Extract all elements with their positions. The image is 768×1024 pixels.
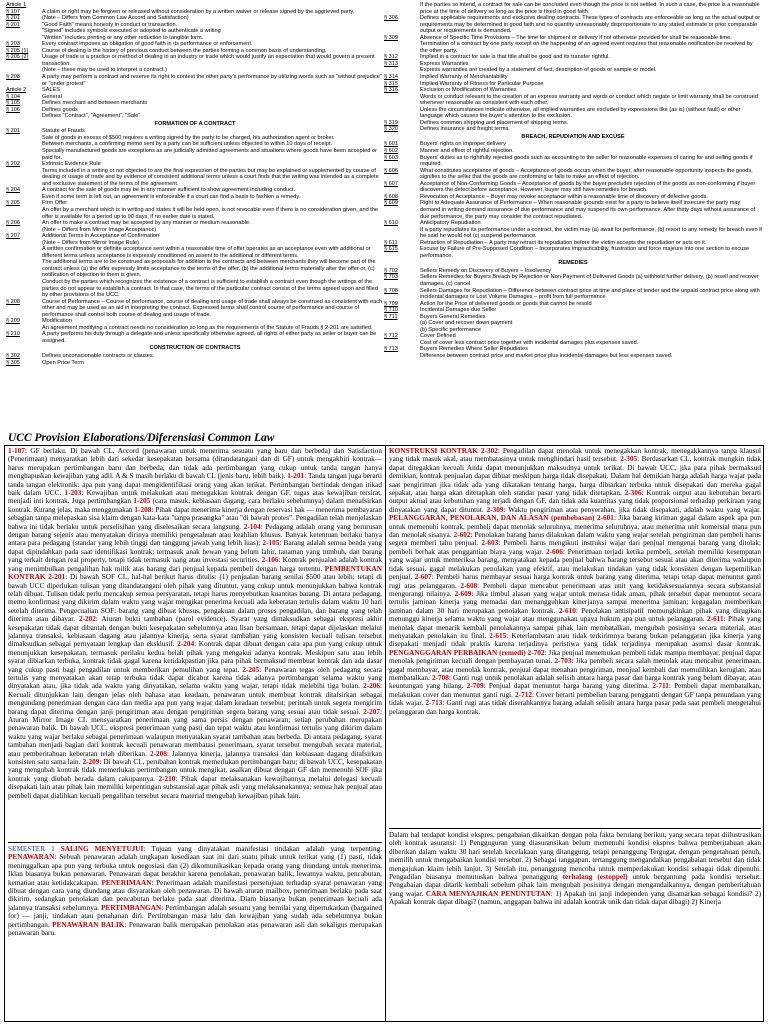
section-citation: 2-609	[454, 589, 472, 598]
section-reference: § 713	[384, 346, 398, 353]
section-reference: § 712	[384, 333, 398, 340]
section-citation: 1-208	[134, 505, 152, 514]
section-reference: § 202	[6, 161, 20, 168]
commentary-text: : Barang adalah semua benda yang dapat dipindahkan pada saat identifikasi kontrak; termasuk anak hewan yang belum lahir, tanaman yang tumbuh, dan barang yang terkait dengan real property, tetapi tidak termasuk uang atau investasi securities.	[8, 539, 382, 565]
section-reference: § 208	[6, 298, 20, 305]
section-citation: 2-703	[554, 657, 572, 666]
section-description: (Note – Differs from Mirror Image Acceptance)	[42, 226, 157, 233]
section-reference: § 609	[384, 200, 398, 207]
section-description: A party may perform a contract and reserve its right to contest the other party's performance by utilizing words such as "without prejudice" or "under protest"	[42, 74, 382, 87]
section-citation: 2-206	[363, 682, 380, 691]
outline-left-column	[6, 2, 384, 426]
section-reference: § 305	[6, 359, 20, 366]
commentary-text: : Pembeli harus membayar sesuai harga kontrak untuk barang yang diterima, tetapi tetap dapat menuntut ganti rugi atas pelanggaran.	[389, 573, 761, 590]
commentary-table	[4, 445, 764, 1022]
section-description: Right to Adequate Assurance of Performance – When reasonable grounds exist for a party to believe itself insecure the party may demand in writing demand assurance of due performance and may suspend its own performance. After thirty days without assurance of due performance, the party may consider the contract repudiated.	[420, 200, 756, 220]
outline-row	[6, 54, 384, 67]
outline-row	[6, 246, 384, 259]
commentary-text: : Pembeli dapat mencabut penerimaan atas unit yang ketidaksesuaiannya secara substansial mengurangi nilainya.	[389, 581, 761, 598]
outline-right-column	[384, 2, 762, 426]
section-reference: § 608	[384, 193, 398, 200]
section-description: Express warranties are created by a statement of fact, description of goods or sample or model.	[420, 67, 657, 74]
section-description: Sale of goods in excess of $500 requires a writing signed by the party to be charged, his authorization agent or broker.	[42, 134, 335, 141]
section-reference: § 601	[384, 141, 398, 148]
commentary-text: : Tanda tangan juga berarti tanda tangan elektronik: apa pun yang dapat mengidentifikasi orang yang akan terikat. Pertimbangan bertindak dengan itikad baik dalam UCC.	[8, 472, 382, 498]
commentary-text: : Pembeli harus mengikuti instruksi wajar dari penjual mengenai barang yang ditolak; pembeli berhak atas penggantian biaya yang wajar.	[389, 539, 761, 556]
commentary-text: : Kecuali ditunjukkan lain dengan jelas oleh bahasa atau keadaan, penawaran untuk membuat kontrak ditafsirkan sebagai mengundang penerimaan dengan cara dan media apa pun yang wajar dalam keadaan tersebut; perintah untuk segera mengirim barang dapat diterima dengan janji pengiriman atau dengan pengiriman segera barang yang sesuai atau tidak sesuai.	[8, 682, 382, 716]
section-description: (a) Cover and recover down payment	[420, 320, 513, 327]
section-reference: § 711	[384, 313, 398, 320]
outline-row	[6, 299, 384, 319]
section-reference: § 319	[384, 119, 398, 126]
section-description: An offer to make a contract may be accepted by any manner or medium reasonable.	[42, 220, 251, 227]
commentary-text: (cara masuk, kebiasaan dagang, cara berlaku sebelumnya) dalam menafsirkan kontrak. Kurang jelas, maka menggunakan	[8, 497, 382, 514]
commentary-text: : Penjual dapat menuntut harga barang yang diterima.	[483, 682, 653, 691]
commentary-text: : Jalannya kinerja, jalannya transaksi dan kebiasaan dagang ditafsirkan konsisten satu sama lain.	[8, 749, 382, 767]
section-citation: 2-205	[242, 665, 260, 674]
outline-row	[6, 259, 384, 279]
section-description: Defines insurance and freight terms.	[420, 126, 510, 133]
section-citation: KONSTRUKSI KONTRAK 2-302	[389, 447, 498, 455]
section-description: Retraction of Repudiation – A party may retract its repudiation before the victim accepts the repudiation or acts on it.	[420, 239, 707, 246]
section-reference: § 106	[6, 106, 20, 113]
commentary-text: : Kontrak dapat dibuat dengan cara apa pun yang cukup untuk menunjukkan kesepakatan, termasuk perilaku kedua belah pihak yang mengakui adanya kontrak. Meskipun satu atau lebih syarat dibiarkan terbuka, kontrak tidak gagal karena ketidakpastian jika para pihak bermaksud membuat kontrak dan ada dasar yang cukup pasti bagi pengadilan untuk memberikan pemulihan yang tepat.	[8, 640, 382, 674]
section-reference: § 312	[384, 54, 398, 61]
section-citation: 2-208	[149, 749, 167, 758]
section-description: "Signed" includes symbols executed or adopted to authenticate a writing	[42, 28, 221, 35]
commentary-text: : Di bawah SOF CL, hal-hal berikut harus ditulis: (1) penjualan barang senilai $500 atau lebih; tetapi di bawah UCC diperlukan tulisan yang ditandatangani oleh pihak yang dituntut, yang cukup untuk menunjukkan bahwa kontrak telah dibuat. Tulisan tidak perlu mencakup semua persyaratan, tetapi harus menyebutkan kuantitas barang. Di antara pedagang, memo konfirmasi yang dikirim dalam waktu yang wajar mengikat penerima kecuali ada keberatan tertulis dalam waktu 10 hari setelah diterima. Pengecualian SOF: barang yang dibuat khusus, pengakuan dalam proses pengadilan, dan barang yang telah diterima atau dibayar.	[8, 573, 382, 624]
section-description: Implied Warranty of Fitness for Particular Purpose	[420, 80, 544, 87]
section-reference	[6, 246, 42, 259]
outline-row	[384, 353, 762, 360]
commentary-text: : Pertimbangan adalah sesuatu yang bernilai yang dipertukarkan (bargained for) — janji, tindakan atau penahanan diri. Pertimbangan masa lalu dan kewajiban yang sudah ada sebelumnya bukan pertimbangan.	[8, 903, 382, 929]
outline-row	[6, 148, 384, 161]
section-description: Open Price Term	[42, 359, 84, 366]
outline-row	[384, 126, 762, 133]
section-citation: CARA MENYAJIKAN PENUNTUTAN	[425, 889, 551, 898]
section-description: General	[42, 93, 62, 100]
outline-row	[384, 274, 762, 287]
section-reference: § 302	[6, 352, 20, 359]
section-reference	[6, 259, 42, 279]
section-description: Implied Warranty of Merchantability	[420, 74, 508, 81]
section-description: Incidental Damages due Seller	[420, 307, 497, 314]
commentary-text: : Pihak dapat melaksanakan kewajibannya melalui delegasi kecuali disepakati lain atau pihak lain memiliki kepentingan substansial agar pihak asli yang melaksanakannya; semua hak penjual atau pembeli dapat dialihkan kecuali pengalihan tersebut secara material mengubah kewajiban pihak lain.	[8, 774, 382, 800]
section-reference	[6, 207, 42, 220]
section-reference	[6, 279, 42, 299]
section-reference	[384, 107, 420, 120]
section-reference	[6, 113, 42, 120]
commentary-text: : Pengadilan dapat menolak untuk menegakkan kontrak, menegakkannya tanpa klausul yang tidak masuk akal, atau membatasinya untuk menghindari hasil tersebut.	[389, 447, 761, 464]
section-reference: § 313	[384, 60, 398, 67]
section-description: Buyers General Remedies	[420, 313, 486, 320]
section-reference: Article 2	[6, 87, 27, 94]
commentary-text: untuk bergantung pada kondisi tersebut. Pengabaian dapat ditarik kembali sebelum pihak lain mengubah posisinya dengan mengandalkannya, dengan pemberitahuan yang wajar.	[389, 873, 761, 898]
section-reference: § 309	[384, 34, 398, 41]
section-citation: 2-606	[546, 547, 563, 556]
section-description: Sellers Remedy on Discovery of Buyers – Insolvency	[420, 267, 552, 274]
outline-row	[384, 288, 762, 301]
section-citation: 2-702	[527, 648, 545, 657]
section-description: Words or conduct relevant to the creation of an express warranty and words or conduct which negate or limit warranty shall be construed whenever reasonable as consistent with each other.	[420, 93, 758, 107]
section-description: Statute of Frauds	[42, 128, 85, 135]
section-citation: 2-309	[486, 505, 504, 514]
section-description: Modification	[42, 318, 72, 325]
section-description: Additional Terms in Acceptance of Confirmation	[42, 233, 160, 240]
commentary-text: : Jika penjual menemukan pembeli tidak mampu membayar, penjual dapat menolak pengiriman kecuali dengan pembayaran tunai.	[389, 648, 761, 666]
commentary-text: : Aturan bukti tambahan (parol evidence). Syarat yang dimaksudkan sebagai ekspresi akhir kesepakatan tidak dapat dibantah dengan bukti kesepakatan sebelumnya atau lisan bersamaan, tetapi dapat dijelaskan melalui jalannya transaksi, kebiasaan dagang atau jalannya kinerja, serta syarat tambahan yang konsisten kecuali tulisan tersebut dimaksudkan sebagai pernyataan lengkap dan eksklusif.	[8, 615, 382, 649]
section-description: Implied in a contract for sale is that title shall be good and its transfer rightful.	[420, 54, 610, 61]
commentary-pane-mutual-assent	[8, 842, 382, 1020]
outline-row	[384, 2, 762, 15]
section-reference: § 314	[384, 74, 398, 81]
outline-row	[384, 181, 762, 194]
section-reference	[384, 353, 420, 360]
section-reference: § 203	[6, 41, 20, 48]
section-reference: § 306	[384, 15, 398, 22]
section-citation: 2-306	[624, 489, 642, 498]
section-citation: PENAWARAN BALIK	[52, 920, 125, 929]
commentary-text: : Ganti rugi untuk penolakan adalah selisih antara harga pasar dan harga kontrak yang belum dibayar, atau keuntungan yang hilang.	[389, 673, 761, 691]
column-divider	[385, 446, 386, 1021]
section-description: Sellers Remedies for Buyers Breach by Rejection or Non-Payment of Delivered Goods (a) withhold further delivery, (b) resell and recover damages, (c) cancel	[420, 274, 759, 287]
section-description: The additional terms are to be construed as proposals for addition to the contracts and between merchants they will become part of the contract unless (a) the offer expressly limits acceptance to the terms of the offer, (b) the additional terms materially alter the offer or, (c) notification of objection to them is given.	[42, 259, 376, 279]
section-reference: § 104	[6, 93, 20, 100]
section-citation: 2-608	[460, 581, 478, 590]
section-description: Course of Performance – Course of performance, course of dealing and usage of trade shall always be construed as consistent with each other and may be used as an aid in interpreting the contract. Expressed terms shall control course of performance and course of performance shall control both course of dealing and usage of trade.	[42, 298, 383, 318]
commentary-text: : Sebuah penawaran adalah ungkapan kesediaan saat ini dari suatu pihak untuk terikat yang (1) pasti, tidak meninggalkan apa pun yang terbuka untuk negosiasi dan (2) dikomunikasikan kepada orang yang diundang untuk menerima. Iklan biasanya bukan penawaran. Penawaran dapat berakhir karena penolakan, penawaran balik, lewatnya waktu, pencabutan, kematian atau ketidakcakapan.	[8, 853, 382, 887]
section-reference: § 210	[6, 331, 20, 338]
section-description: If a party repudiates its performance under a contract, the victim may (a) await for performance, (b) resort to any remedy for breach even if he said he would not (c) suspend performance.	[420, 226, 762, 240]
section-description: Defines "Contract", "Agreement", "Sale"	[42, 113, 141, 120]
commentary-text: : Penerimaan terjadi ketika pembeli, setelah memiliki kesempatan yang wajar untuk memeriksa barang, menyatakan kepada penjual bahwa barang tersebut sesuai atau akan diterima walaupun tidak sesuai, gagal melakukan penolakan yang efektif, atau melakukan tindakan yang tidak konsisten dengan kepemilikan penjual.	[389, 547, 761, 582]
section-reference: § 209	[6, 318, 20, 325]
section-citation: 2-207	[363, 707, 380, 716]
section-description: "Good Faith" means honesty in conduct or transaction.	[42, 21, 178, 28]
outline-row	[6, 168, 384, 188]
section-citation: 2-210	[158, 774, 176, 783]
section-reference	[384, 227, 420, 240]
section-reference: § 315	[384, 80, 398, 87]
section-description: (Note – Differs from Mirror Image Rule)	[42, 239, 139, 246]
section-title: UCC Provision Elaborations/Diferensiasi Common Law	[8, 432, 275, 444]
section-description: A party performs his duty through a delegate and unless specifically otherwise agreed, all rights of either party as seller or buyer can be assigned.	[42, 331, 377, 344]
section-reference: § 107	[6, 8, 20, 15]
section-reference: § 201	[6, 128, 20, 135]
outline-row	[384, 227, 762, 240]
section-description: A claim or right may be forgiven or released without consideration by a written waiver or release signed by the aggrieved party.	[42, 8, 355, 15]
outline-row	[6, 74, 384, 87]
section-description: Defines unconscionable contracts or clauses.	[42, 352, 155, 359]
section-description: Defines merchant and between merchants	[42, 100, 148, 107]
commentary-text: : Keterlambatan atau tidak terkirimnya barang bukan pelanggaran jika kinerja yang disepakati menjadi tidak praktis karena terjadinya peristiwa yang tidak terjadinya merupakan asumsi dasar kontrak.	[389, 631, 761, 649]
section-description: Cost of cover less contract price together with incidental damages plus expenses saved.	[420, 339, 639, 346]
section-citation: PEMBENTUKAN KONTRAK 2-201	[8, 564, 382, 582]
commentary-text: : Pihak dapat menerima kinerja dengan reservasi hak — menerima pembayaran sebagian tanpa melepaskan sisa klaim dengan kata-kata "tanpa prasangka" atau "di bawah protes". Pengadilan telah menjelaskan bahwa ini tidak berlaku untuk perselisihan yang diselesaikan secara langsung.	[8, 505, 382, 531]
section-citation: 1-201	[287, 472, 305, 481]
commentary-text: : Kontrak penjualan adalah kontrak yang menimbulkan pengalihan hak milik atas barang dari penjual kepada pembeli dengan harga tertentu.	[8, 556, 382, 573]
section-citation: 2-712	[515, 690, 532, 699]
section-description: Buyers Remedies Where Seller Repudiates	[420, 346, 528, 353]
commentary-text: : Penolakan antisipatif memungkinkan pihak yang dirugikan menunggu kinerja selama waktu yang wajar atau menggunakan upaya hukum apa pun untuk pelanggaran.	[389, 606, 761, 624]
ucc-outline	[0, 0, 768, 430]
commentary-pane-formation	[8, 447, 382, 839]
section-reference: § 204	[6, 187, 20, 194]
section-reference: § 207	[6, 233, 20, 240]
outline-row	[384, 168, 762, 181]
section-reference: § 703	[384, 274, 398, 281]
section-citation: PENAWARAN	[8, 853, 55, 862]
section-citation: 2-708	[431, 673, 449, 682]
section-reference: § 603	[384, 154, 398, 161]
commentary-text: : 1) Apakah ini janji independen yang disamarkan sebagai kondisi? 2) Apakah kontrak dapat dibagi? (namun, anggapan bahwa ini adalah kontrak unik dan tidak dapat dibagi) 2) Kinerja	[389, 889, 761, 907]
section-reference: § 610	[384, 220, 398, 227]
outline-row	[384, 107, 762, 120]
commentary-text: : Waktu pengiriman atau penyerahan, jika tidak disepakati, adalah waktu yang wajar.	[503, 505, 761, 514]
section-citation: 2-711	[652, 682, 669, 691]
section-citation: 2-602	[453, 531, 471, 540]
outline-row	[384, 15, 762, 35]
commentary-text: : Berdasarkan CL, kontrak mungkin tidak dapat ditegakkan kecuali Anda dapat menunjukkan maksudnya untuk terikat. Di bawah UCC, jika para pihak bermaksud demikian, kontrak penjualan dapat dibuat meskipun harga tidak disepakati. Dalam hal demikian harga adalah harga wajar pada saat pengiriman jika tidak ada yang dikatakan tentang harga, harga dibiarkan terbuka untuk disepakati dan mereka gagal sepakat, atau harga akan ditetapkan oleh standar pasar yang tidak ditetapkan.	[389, 455, 761, 498]
commentary-text: : Penawaran tegas oleh pedagang secara tertulis yang menyatakan akan tetap terbuka tidak dapat dicabut karena tidak adanya pertimbangan selama waktu yang dinyatakan atau, jika tidak ada waktu yang dinyatakan, selama waktu yang wajar, tetapi tidak melebihi tiga bulan.	[8, 665, 382, 691]
commentary-text: : Tujuan yang dinyatakan manifestasi tindakan adalah yang terpenting.	[143, 845, 382, 853]
section-reference: § 206	[6, 220, 20, 227]
outline-heading: CONSTRUCTION OF CONTRACTS	[149, 345, 241, 352]
section-description: Exclusion or Modification of Warranties	[420, 87, 517, 94]
section-description: Unless the circumstances indicate otherwise, all implied warranties are excluded by expressions like (as is) (without fault) or other language which causes the buyer's attention to the exclusion.	[420, 106, 741, 120]
commentary-text: : Penolakan barang harus dilakukan dalam waktu yang wajar setelah pengiriman dan pembeli harus segera memberi tahu penjual.	[389, 531, 761, 548]
commentary-text: : Kontrak output atau kebutuhan berarti output aktual atau kebutuhan yang terjadi dengan GF, dan tidak ada kuantitas yang tidak proporsional terhadap perkiraan yang dinyatakan yang dapat dituntut.	[389, 489, 761, 514]
section-description: Anticipatory Repudiation	[420, 220, 481, 227]
section-citation: 2-305	[620, 455, 638, 464]
section-citation: 2-104	[243, 522, 261, 531]
section-citation: 2-615	[489, 631, 507, 640]
section-citation: PELANGGARAN, PENOLAKAN, DAN ALASAN (pembebasan)	[389, 514, 595, 523]
section-description: Difference between contract price and market price plus incidental damages but less expenses saved.	[420, 352, 673, 359]
commentary-text: : Kewajiban untuk melakukan atau menegakkan kontrak dengan GF, tugas atas kewajiban tersirat, menjadi inti kontrak. Juga pertimbangkan	[8, 489, 382, 506]
section-citation: 2-209	[82, 758, 100, 767]
section-description: Buyers' rights on improper delivery	[420, 141, 506, 148]
section-citation: PERTIMBANGAN	[101, 903, 162, 912]
section-citation: 2-105	[262, 539, 280, 548]
section-description: An agreement modifying a contract needs no consideration so long as the requirements of the Statute of Frauds § 2-201 are satisfied.	[42, 324, 373, 331]
section-reference: § 709	[384, 300, 398, 307]
commentary-text: : Jika pembeli secara salah menolak atau mencabut penerimaan, gagal membayar, atau menolak kontrak, penjual dapat menahan pengiriman, menjual kembali dan memulihkan kerugian, atau membatalkan.	[389, 657, 761, 682]
section-description: If the parties so intend, a contract for sale can be concluded even though the price is not settled. In such a case, the price is a reasonable price at the time of delivery so long as the price is fixed in good faith.	[420, 2, 760, 15]
section-reference	[6, 148, 42, 161]
section-reference: § 611	[384, 239, 398, 246]
section-reference: § 607	[384, 180, 398, 187]
section-description: Absence of Specific Time Provisions – The time for shipment or delivery if not otherwise provided for shall be reasonable time. Termination of a contract by one party except on the happening of an agreed event requires that reasonable notification be received by the other party.	[420, 34, 753, 54]
commentary-text: : Ganti rugi atas tidak diserahkannya barang adalah selisih antara harga pasar pada saat pembeli mengetahui pelanggaran dan harga kontrak.	[389, 699, 761, 716]
section-description: What constitutes acceptance of goods – Acceptance of goods occurs when the buyer, after reasonable opportunity inspects the goods, signifies to the seller that the goods are conforming or fails to make an effect of rejection.	[420, 167, 753, 181]
commentary-text: : Pihak yang menolak dapat menarik kembali penolakannya sampai pihak lain membatalkan, mengubah posisinya secara material, atau menyatakan penolakan itu final.	[389, 615, 761, 640]
section-description: Firm Offer	[42, 200, 68, 207]
section-description: Acceptance of Non-Conforming Goods – Acceptance of goods by the buyer precludes rejection of the goods as non-conforming if buyer discovers the defect before acceptance. However, buyer may still have remedies for breach.	[420, 180, 756, 194]
section-reference: § 205 (2)	[6, 54, 29, 61]
section-citation: 2-202	[78, 615, 96, 624]
section-reference	[6, 168, 42, 188]
commentary-pane-conditions	[389, 828, 761, 1020]
section-description: A contract for the sale of goods may be in any manner sufficient to show agreement including conduct.	[42, 187, 296, 194]
section-description: Every contract imposes an obligation of good faith in its performance or enforcement.	[42, 41, 253, 48]
section-citation: SALING MENYETUJUI	[54, 845, 144, 853]
section-reference: § 105	[6, 100, 20, 107]
section-citation: PENERIMAAN	[101, 878, 152, 887]
outline-heading: FORMATION OF A CONTRACT	[154, 120, 236, 127]
section-citation: 2-713	[425, 699, 443, 708]
section-citation: 1-203	[64, 489, 82, 498]
section-description: Excuse by Failure of Pre-Supposed Condition – Incorporates impracticability, frustration and force majeure into one section to excuse performance.	[420, 246, 750, 259]
section-citation: 2-204	[177, 640, 195, 649]
section-citation: 2-106	[261, 556, 279, 565]
section-reference: § 201	[6, 15, 20, 22]
section-description: SALES	[42, 87, 61, 94]
section-reference: § 201	[6, 21, 20, 28]
outline-row	[384, 155, 762, 168]
section-reference: § 205 (1)	[6, 47, 29, 54]
section-description: Specially manufactured goods are exceptions as are judicially admitted agreements and situations where goods have been accepted or paid for.	[42, 148, 377, 161]
section-description: Even if some term is left out, an agreement is enforceable if a court can find a basis to fashion a remedy.	[42, 193, 301, 200]
section-reference: Article 1	[6, 2, 27, 8]
section-citation: PENGANGGARAN PERBAIKAN (remedi)	[389, 648, 526, 657]
section-description: Course of dealing is the history of previous conduct between the parties forming a common basis of understanding.	[42, 47, 327, 54]
outline-row	[6, 360, 384, 367]
section-citation: 2-709	[466, 682, 484, 691]
outline-row	[384, 94, 762, 107]
outline-row	[6, 207, 384, 220]
section-description: Manner and effect of rightful rejection.	[420, 148, 514, 155]
section-description: Defines common shipping and placement of shipping terms.	[420, 119, 569, 126]
section-reference	[384, 94, 420, 107]
commentary-text: : Jika barang kiriman gagal dalam aspek apa pun untuk memenuhi kontrak, pembeli dapat menolak seluruhnya, menerima seluruhnya, atau menerima unit komersial mana pun dan menolak sisanya.	[389, 514, 761, 540]
section-description: Conduct by the parties which recognizes the existence of a contract is sufficient to establish a contract even though the writings of the parties do not appear to establish a contract. In that case, the terms of the particular contract consist of the terms agreed upon and filled by other provisions of the UCC.	[42, 278, 378, 299]
section-reference: § 710	[384, 307, 398, 314]
section-reference	[384, 2, 420, 15]
section-citation: 2-601	[597, 514, 614, 523]
outline-row	[6, 279, 384, 299]
section-reference: § 602	[384, 148, 398, 155]
section-reference: § 708	[384, 287, 398, 294]
commentary-text: Dalam hal terdapat kondisi ekspres, pengabaian dikaitkan dengan pola fakta berulang berikut, yang secara tepat diilustrasikan oleh kontrak asuransi: 1) Pengguguran yang diasuransikan belum memenuhi kondisi ekspres bahwa pemberitahuan akan diberikan dalam waktu 30 hari setelah kecelakaan yang ditanggung, tetapi penanggung Tergugat, dengan pengetahuan penuh, memilih untuk mengabaikan kondisi tersebut. 2) Sebagai tanggapan, tertanggung mengandalkan pengabaian tersebut dan tidak mengajukan klaim lebih lanjut. 3) Setelah itu, penanggung mencoba untuk memperlakukan kondisi sebagai tidak dipenuhi. Pengadilan biasanya memutuskan bahwa penanggung	[389, 831, 761, 882]
section-description: Defines goods	[42, 106, 78, 113]
commentary-text: : GF berlaku. Di bawah CL, Accord (penawaran untuk menerima sesuatu yang baru dan berbeda) dan Satisfaction (Penerimaan) menyaratkan lebih dari sekedar kesepakatan bersama (ditandatangani dan di GF) untuk mengakhiri kontrak—harus merupakan pertimbangan baru dan berbeda, dan tidak ada pertimbangan yang cukup untuk tanda tangan hanya menghapuskan kewajiban yang adil. A & S masih berlaku di bawah CL (jenis baru, lebih baik).	[8, 447, 382, 481]
section-description: An offer by a merchant which is in writing and states it will be held open, is not revocable even if there is no consideration given, and the offer is available for a period up to 90 days, if no earlier date is stated.	[42, 206, 379, 220]
commentary-text: : Jika timbul alasan yang wajar untuk merasa tidak aman, pihak tersebut dapat menuntut secara tertulis jaminan kinerja yang memadai dan menangguhkan kinerjanya sampai menerima jaminan; kegagalan memberikan jaminan dalam 30 hari merupakan penolakan kontrak.	[389, 589, 761, 615]
outline-heading: BREACH, REPUDIATION AND EXCUSE	[521, 133, 625, 140]
section-description: Extrinsic Evidence Rule	[42, 161, 101, 168]
outline-row	[6, 331, 384, 344]
commentary-text: : Penerimaan adalah manifestasi persetujuan terhadap syarat penawaran yang dibuat dengan cara yang diundang atau disyaratkan oleh penawaran. Di bawah aturan mailbox, penerimaan berlaku pada saat dikirim, sedangkan penolakan dan pencabutan berlaku pada saat diterima. Diam biasanya bukan penerimaan kecuali ada jalannya transaksi sebelumnya.	[8, 878, 382, 912]
section-reference: § 615	[384, 246, 398, 253]
section-description: "Written" includes printing or any other reduction to tangible form.	[42, 34, 204, 41]
commentary-text: : Cover berarti pembelian barang pengganti dengan GF tanpa penundaan yang tidak wajar.	[389, 690, 761, 708]
section-reference: § 316	[384, 87, 398, 94]
section-reference: § 606	[384, 167, 398, 174]
commentary-pane-construction-remedies	[389, 447, 761, 825]
commentary-text: : Di bawah CL, perubahan kontrak memerlukan pertimbangan baru; di bawah UCC, kesepakatan yang mengubah kontrak tidak memerlukan pertimbangan untuk mengikat, asalkan dibuat dengan GF dan memenuhi SOF jika kontrak yang diubah berada dalam cakupannya.	[8, 758, 382, 783]
section-citation: 2-607	[414, 573, 432, 582]
commentary-text: : Penawaran balik merupakan penolakan atas penawaran asli dan sekaligus merupakan penawaran baru.	[8, 920, 382, 938]
commentary-text: : Aturan Mirror Image CL mensyaratkan penerimaan yang sama persis dengan penawaran; setiap perubahan merupakan penawaran balik. Di bawah UCC, ekspresi penerimaan yang pasti dan tepat waktu atau konfirmasi tertulis yang dikirim dalam waktu yang wajar berlaku sebagai penerimaan walaupun menyatakan syarat tambahan atau berbeda. Di antara pedagang, syarat tambahan menjadi bagian dari kontrak kecuali penawaran membatasi penerimaan, syarat tersebut mengubah secara material, atau pemberitahuan keberatan telah diberikan.	[8, 707, 382, 758]
section-description: (Note – Differs from Common Law Accord and Satisfaction)	[42, 15, 189, 22]
section-reference: § 205	[6, 200, 20, 207]
section-description: (b) Specific performance	[420, 326, 481, 333]
semester-label: SEMESTER 1	[8, 845, 55, 853]
section-reference: § 702	[384, 267, 398, 274]
section-description: Between merchants, a confirming memo sent by a party can be sufficient unless objected to within 10 days of receipt.	[42, 141, 332, 148]
outline-heading: REMEDIES	[558, 260, 588, 267]
section-description: Terms included in a writing or not objected to are the final expression of the parties but may be explained or supplemented by course of dealing or usage of trade and by evidence of consistent additional terms unless a court finds that the writing was intended as a complete and exclusive statement of the terms of the agreement.	[42, 167, 379, 187]
section-description: Express Warranties	[420, 60, 469, 67]
section-citation: 2-603	[481, 539, 499, 548]
section-reference: § 208	[6, 74, 20, 81]
section-description: (Note – these may be used to interpret a contract.)	[42, 67, 167, 74]
commentary-text: : Pembeli dapat membatalkan, melakukan cover dan menuntut ganti rugi.	[389, 682, 761, 699]
section-description: Cover Defined	[420, 333, 456, 340]
commentary-text: : Pedagang adalah orang yang berurusan dengan barang sejenis atau menyatakan dirinya memiliki pengetahuan atau keahlian khusus. Banyak ketentuan berlaku hanya antara para pedagang (standar yang lebih tinggi dan tanggung jawab yang lebih luas);	[8, 522, 382, 548]
section-description: Action for the Price of delivered goods or goods that cannot be resold	[420, 300, 592, 307]
outline-row	[384, 35, 762, 55]
section-citation: 1-107	[8, 447, 25, 455]
outline-row	[6, 113, 384, 120]
section-description: Defines applicable requirements and exclusive dealing contracts. These types of contracts are enforceable so long as the actual output or requirements may be determined in good faith and no quantity unreasonably disproportionate to any stated estimate or prior comparable output or requirements is demanded.	[420, 15, 761, 35]
section-description: Revocation of Acceptance – Buyer may revoke acceptance within a reasonable time of discovery of defective goods.	[420, 193, 708, 200]
section-citation: terhalang (estoppel)	[562, 873, 628, 882]
outline-row	[384, 246, 762, 259]
section-citation: 2-611	[706, 615, 724, 624]
section-description: Sellers Damages for Repudiation – Difference between contract price at time and place of tender and the unpaid contract price along with incidental damages or Lost Volume Damages – profit from full performance	[420, 287, 760, 301]
section-description: A written confirmation or definite acceptance sent within a reasonable time of offer operates as an acceptance even with additional or different terms unless acceptance is expressly conditioned on assent to the additional or different terms.	[42, 246, 371, 259]
outline-row	[384, 200, 762, 220]
section-description: Buyers' duties as to rightfully rejected goods such as accounting to the seller for reasonable expenses of caring for and selling goods if required.	[420, 154, 753, 168]
section-description: Usage of trade is a practice or method of dealing in an industry or trade which would justify an expectation that would govern a present transaction.	[42, 54, 375, 67]
section-citation: 2-610	[558, 606, 576, 615]
section-reference: § 320	[384, 126, 398, 133]
section-citation: 1-205	[133, 497, 151, 506]
